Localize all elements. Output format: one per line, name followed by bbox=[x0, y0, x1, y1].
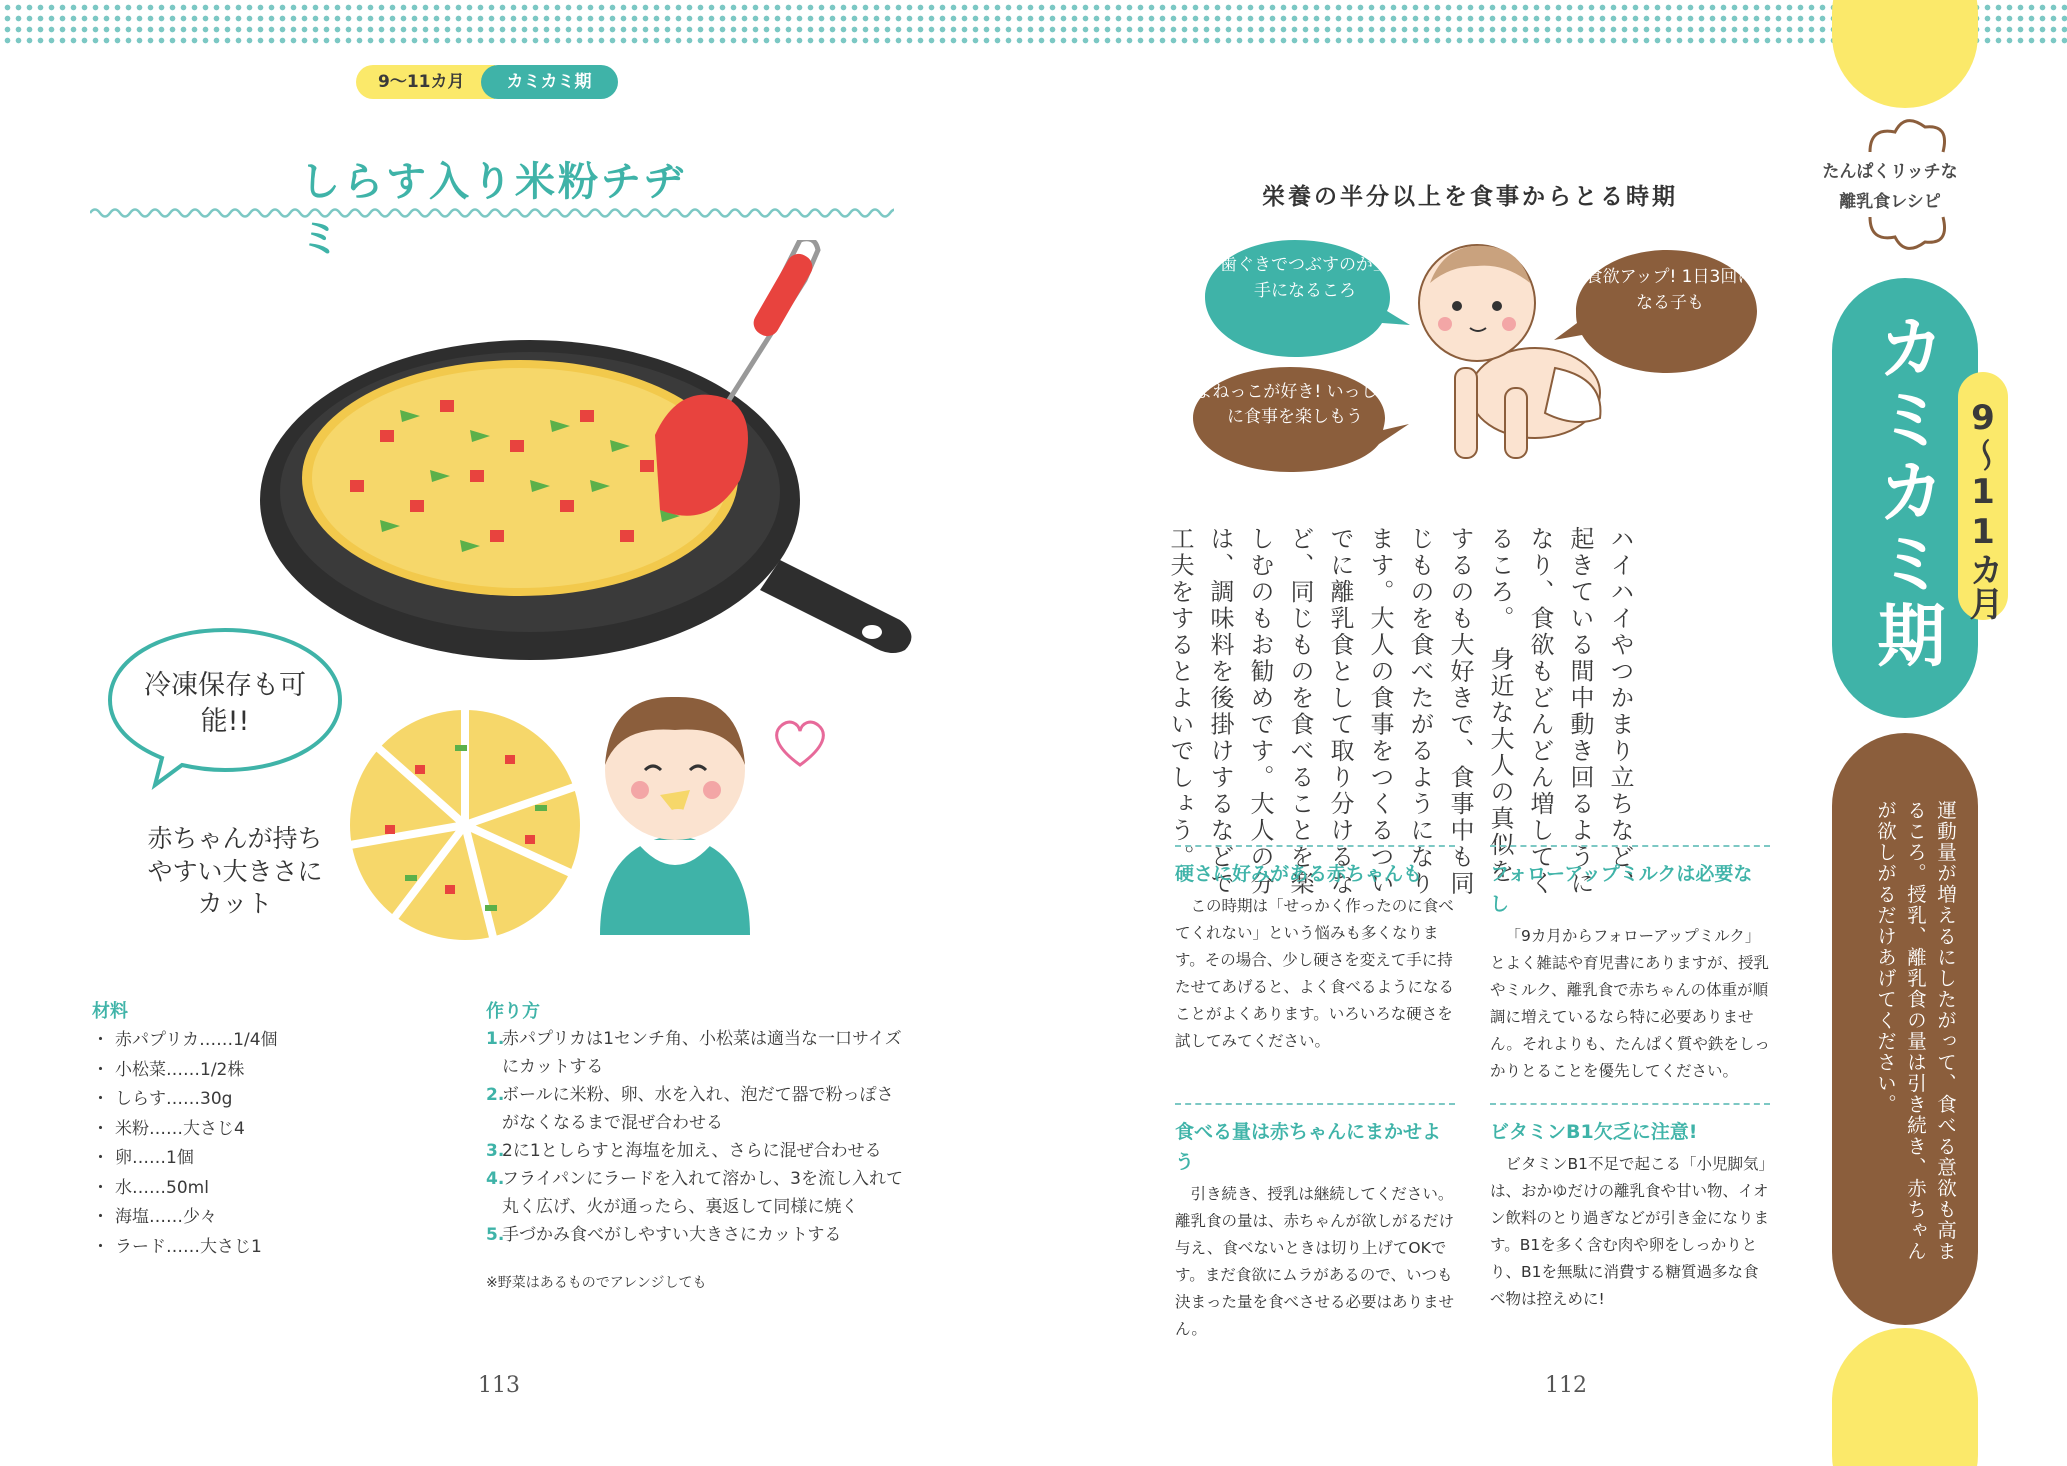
step-text: フライパンにラードを入れて溶かし、3を流し入れて丸く広げ、火が通ったら、裏返して同様に焼く bbox=[502, 1169, 903, 1217]
tip-title: 硬さに好みがある赤ちゃんも bbox=[1175, 863, 1423, 885]
baby-eating-illustration bbox=[580, 675, 770, 935]
stage-pill: カミカミ期 bbox=[481, 65, 618, 99]
list-item: ・ 米粉……大さじ4 bbox=[92, 1115, 278, 1145]
dashed-divider bbox=[1175, 845, 1455, 847]
dotted-header-band bbox=[0, 0, 2067, 46]
summary-text: 運動量が増えるにしたがって、食べる意欲も高まるころ。授乳、離乳食の量は引き続き、赤ちゃんが欲しがるだけあげてください。 bbox=[1874, 800, 1957, 1262]
tip-body: ビタミンB1不足で起こる「小児脚気」は、おかゆだけの離乳食や甘い物、イオン飲料のとり過ぎなどが引き金になります。B1を多く含む肉や卵をしっかりとり、B1を無駄に消費する糖質過多な食べ物は控えめに! bbox=[1490, 1155, 1770, 1308]
tip-follow-up-milk bbox=[1490, 845, 1770, 1085]
teeth-bubble-text: 歯ぐきでつぶすのが上手になるころ bbox=[1220, 255, 1390, 301]
right-page-heading: 栄養の半分以上を食事からとる時期 bbox=[1262, 184, 1678, 210]
imitate-bubble-text: まねっこが好き! いっしょに食事を楽しもう bbox=[1195, 382, 1395, 427]
list-item: ・ 水……50ml bbox=[92, 1174, 278, 1204]
step-text: 赤パプリカは1センチ角、小松菜は適当な一口サイズにカットする bbox=[502, 1029, 902, 1077]
heart-icon bbox=[770, 715, 830, 770]
tip-vitamin-b1 bbox=[1490, 1103, 1770, 1313]
step-number: 5. bbox=[486, 1225, 505, 1245]
tip-body: 「9カ月からフォローアップミルク」とよく雑誌や育児書にありますが、授乳やミルク、離乳食で赤ちゃんの体重が順調に増えているなら特に必要ありません。それよりも、たんぱく質や鉄をしっかりとることを優先してください。 bbox=[1490, 927, 1770, 1080]
tip-title: 食べる量は赤ちゃんにまかせよう bbox=[1175, 1121, 1442, 1173]
step-item bbox=[486, 1137, 906, 1165]
step-number: 3. bbox=[486, 1141, 505, 1161]
step-item bbox=[486, 1221, 906, 1249]
list-item: ・ 赤パプリカ……1/4個 bbox=[92, 1026, 278, 1056]
materials-heading: 材料 bbox=[92, 1001, 128, 1022]
dashed-divider bbox=[1175, 1103, 1455, 1105]
list-item: ・ 海塩……少々 bbox=[92, 1203, 278, 1233]
side-tab-top-cap bbox=[1832, 0, 1978, 108]
materials-list bbox=[92, 1026, 278, 1262]
page-number-right: 112 bbox=[1545, 1373, 1587, 1398]
tip-hardness bbox=[1175, 845, 1455, 1055]
step-number: 4. bbox=[486, 1169, 505, 1189]
frying-pan-illustration bbox=[260, 240, 920, 660]
step-number: 2. bbox=[486, 1085, 505, 1105]
age-pill: 9〜11カ月 bbox=[356, 65, 495, 99]
side-tab-bottom-cap bbox=[1832, 1328, 1978, 1466]
pancake-slices-illustration bbox=[345, 705, 585, 945]
series-title-line1: たんぱくリッチな bbox=[1822, 162, 1958, 182]
list-item: ・ 卵……1個 bbox=[92, 1144, 278, 1174]
step-number: 1. bbox=[486, 1029, 505, 1049]
dashed-divider bbox=[1490, 845, 1770, 847]
steps-list bbox=[486, 1025, 906, 1249]
tip-title: フォローアップミルクは必要なし bbox=[1490, 863, 1753, 915]
stage-tab-text: カミカミ期 bbox=[1866, 312, 1945, 672]
tip-body: 引き続き、授乳は継続してください。離乳食の量は、赤ちゃんが欲しがるだけ与え、食べないときは切り上げてOKです。まだ食欲にムラがあるので、いつも決まった量を食べさせる必要はありません。 bbox=[1175, 1185, 1455, 1338]
step-item bbox=[486, 1025, 906, 1081]
list-item: ・ 小松菜……1/2株 bbox=[92, 1056, 278, 1086]
dashed-divider bbox=[1490, 1103, 1770, 1105]
appetite-bubble-text: 食欲アップ! 1日3回になる子も bbox=[1585, 267, 1755, 313]
tip-title: ビタミンB1欠乏に注意! bbox=[1490, 1121, 1698, 1143]
page-number-left: 113 bbox=[478, 1373, 520, 1398]
arrangement-note: ※野菜はあるものでアレンジしても bbox=[486, 1275, 707, 1291]
series-title-line2: 離乳食レシピ bbox=[1839, 192, 1941, 212]
main-body-text: ハイハイやつかまり立ちなど、起きている間中動き回るようになり、食欲もどんどん増してくるころ。 身近な大人の真似をするのも大好きで、食事中も同じものを食べたがるようになります。大人の食事をつくるついでに離乳食として取り分けるなど、同じものを食べることを楽しむのもお勧めです。大人の分は、調味料を後掛けするなどで工夫をするとよいでしょう。 bbox=[1166, 526, 1634, 897]
freeze-bubble-text: 冷凍保存も可能!! bbox=[144, 670, 306, 738]
list-item: ・ ラード……大さじ1 bbox=[92, 1233, 278, 1263]
list-item: ・ しらす……30g bbox=[92, 1085, 278, 1115]
step-text: ボールに米粉、卵、水を入れ、泡だて器で粉っぽさがなくなるまで混ぜ合わせる bbox=[502, 1085, 894, 1133]
series-title bbox=[1800, 157, 1980, 217]
age-tab-text: 9〜11カ月 bbox=[1963, 398, 2003, 620]
step-item bbox=[486, 1081, 906, 1137]
step-text: 手づかみ食べがしやすい大きさにカットする bbox=[502, 1225, 842, 1245]
step-text: 2に1としらすと海塩を加え、さらに混ぜ合わせる bbox=[502, 1141, 882, 1161]
steps-heading: 作り方 bbox=[486, 1001, 540, 1022]
age-stage-pill bbox=[356, 65, 618, 99]
tip-amount bbox=[1175, 1103, 1455, 1343]
cut-caption: 赤ちゃんが持ちやすい大きさにカット bbox=[147, 824, 323, 918]
crawling-baby-illustration bbox=[1405, 228, 1610, 468]
wavy-divider bbox=[90, 205, 894, 221]
recipe-title: しらす入り米粉チヂミ bbox=[300, 159, 687, 262]
step-item bbox=[486, 1165, 906, 1221]
tip-body: この時期は「せっかく作ったのに食べてくれない」という悩みも多くなります。その場合、少し硬さを変えて手に持たせてあげると、よく食べるようになることがよくあります。いろいろな硬さを試してみてください。 bbox=[1175, 897, 1455, 1050]
